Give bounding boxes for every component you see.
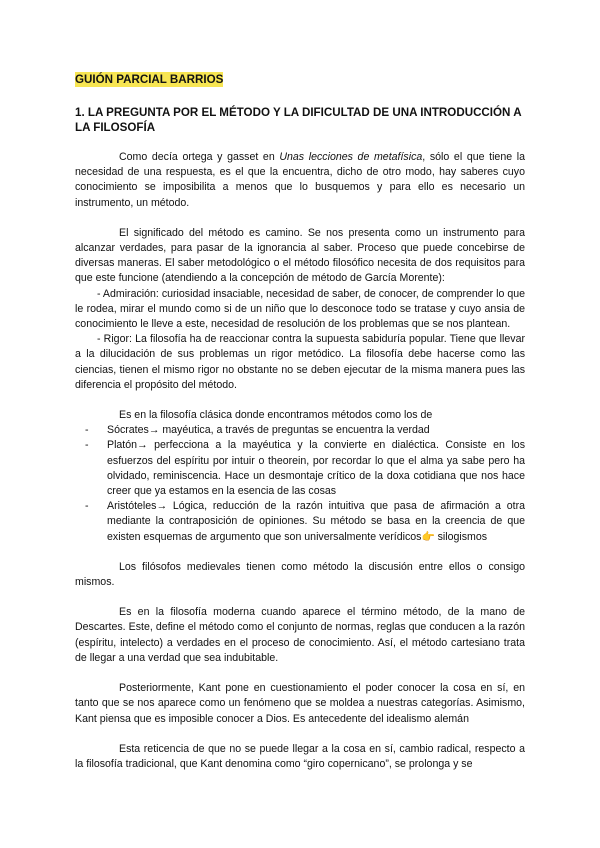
- paragraph-modern: Es en la filosofía moderna cuando aparece el término método, de la mano de Descartes. Este, define el método como el conjunto de normas, reglas que conducen a la razón (espíritu, intelecto) a verdades en el proceso de conocimiento. Así, el método cartesiano trata de llegar a una verdad que sea indubitable.: [75, 606, 525, 664]
- paragraph-ortega-start: Como decía ortega y gasset en: [119, 151, 280, 163]
- list-item-platon: - Platón→ perfecciona a la mayéutica y la convierte en dialéctica. Consiste en los esfuerzos del espíritu por intuir o theorein, por recordar lo que el alma ya sabe pero ha olvidado, reminiscencia. Hace un desmontaje crítico de la doxa cotidiana que nos hace creer que ya estamos en la esencia de las cosas: [107, 438, 525, 499]
- book-title-italic: Unas lecciones de metafísica: [279, 151, 423, 163]
- aristoteles-tail: silogismos: [434, 530, 488, 543]
- pointing-hand-icon: 👉: [421, 530, 435, 543]
- document-title: GUIÓN PARCIAL BARRIOS: [75, 73, 224, 86]
- paragraph-kant: Posteriormente, Kant pone en cuestionamiento el poder conocer la cosa en sí, en tanto que se nos aparece como un fenómeno que se moldea a nuestras categorías. Asimismo, Kant piensa que es imposible conocer a Dios. Es antecedente del idealismo alemán: [75, 682, 525, 725]
- paragraph-last: Esta reticencia de que no se puede llegar a la cosa en sí, cambio radical, respecto a la filosofía tradicional, que Kant denomina como “giro copernicano”, se prolonga y se: [75, 742, 525, 770]
- paragraph-method-meaning: El significado del método es camino. Se nos presenta como un instrumento para alcanzar verdades, para pasar de la ignorancia al saber. Proceso que puede concebirse de diversas maneras. El saber metodológico o el método filosófico necesita de dos requisitos para que este funcione (atendiendo a la concepción de método de García Morente):: [75, 226, 525, 285]
- paragraph-ortega: [75, 150, 525, 211]
- methods-list: [75, 423, 525, 545]
- paragraph-ortega-end: , sólo el que tiene la necesidad de una respuesta, es el que la encuentra, dicho de otro modo, hay saberes cuyo conocimiento se imposibilita a menos que lo busquemos y para ello es necesario un instrumento, un método.: [75, 151, 525, 209]
- section-heading: 1. LA PREGUNTA POR EL MÉTODO Y LA DIFICULTAD DE UNA INTRODUCCIÓN A LA FILOSOFÍA: [75, 106, 522, 134]
- list-item-socrates: - Sócrates→ mayéutica, a través de preguntas se encuentra la verdad: [107, 423, 525, 438]
- requirement-rigor: - Rigor: La filosofía ha de reaccionar contra la supuesta sabiduría popular. Tiene que llevar a la dilucidación de sus problemas un rigor metódico. La filosofía debe hacerse como las ciencias, tienen el mismo rigor no obstante no se deben ejecutar de la misma manera pues las diferencia el propósito del método.: [75, 333, 525, 391]
- requirement-admiracion: - Admiración: curiosidad insaciable, necesidad de saber, de conocer, de comprender lo que le rodea, mirar el mundo como si de un niño que lo desconoce todo se tratase y cuyo ansia de conocimiento le lleve a este, necesidad de resolución de los problemas que se nos plantean.: [75, 287, 525, 331]
- paragraph-medieval: Los filósofos medievales tienen como método la discusión entre ellos o consigo mismos.: [75, 560, 525, 589]
- list-item-aristoteles: [107, 499, 525, 545]
- paragraph-classical-intro: Es en la filosofía clásica donde encontramos métodos como los de: [119, 409, 433, 422]
- aristoteles-text: Aristóteles→ Lógica, reducción de la razón intuitiva que pasa de afirmación a otra mediante la contraposición de opiniones. Su método se basa en la creencia de que existen esquemas de argumento que son universalmente verídicos: [107, 500, 525, 543]
